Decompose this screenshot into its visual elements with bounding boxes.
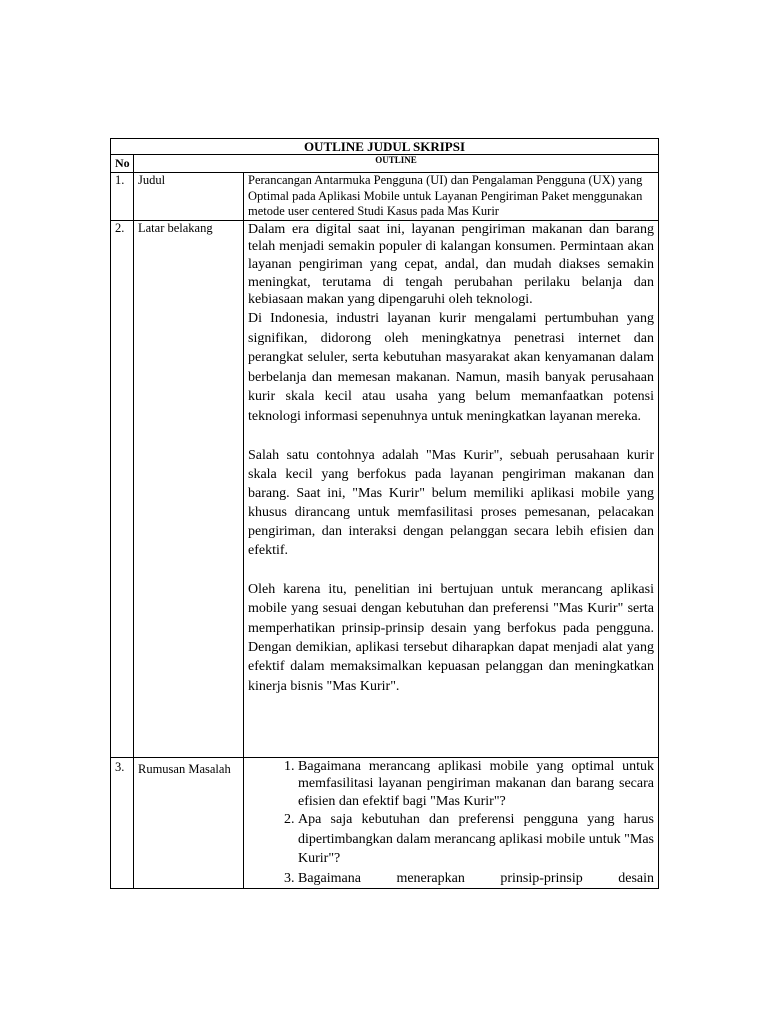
table-title: OUTLINE JUDUL SKRIPSI bbox=[111, 139, 659, 155]
paragraph: Dalam era digital saat ini, layanan pengiriman makanan dan barang telah menjadi semakin populer di kalangan konsumen. Permintaan akan layanan pengiriman yang cepat, andal, dan mudah diakses semakin meningkat, terutama di tengah perubahan perilaku belanja dan kebiasaan makan yang dipengaruhi oleh teknologi. bbox=[248, 221, 654, 308]
row-content bbox=[244, 757, 659, 888]
table-row-latar-belakang bbox=[111, 220, 659, 757]
paragraph: Salah satu contohnya adalah "Mas Kurir", sebuah perusahaan kurir skala kecil yang berfokus pada layanan pengiriman makanan dan barang. Saat ini, "Mas Kurir" belum memiliki aplikasi mobile yang khusus dirancang untuk memfasilitasi proses pemesanan, pelacakan pengiriman, dan interaksi dengan pelanggan secara lebih efisien dan efektif. bbox=[248, 448, 654, 559]
table-row-judul bbox=[111, 173, 659, 221]
header-row bbox=[111, 155, 659, 173]
header-outline: OUTLINE bbox=[134, 155, 659, 173]
list-item: 1. Bagaimana merancang aplikasi mobile yang optimal untuk memfasilitasi layanan pengiriman makanan dan barang secara efisien dan efektif bagi "Mas Kurir"? bbox=[298, 758, 654, 811]
row-label: Rumusan Masalah bbox=[134, 757, 244, 888]
paragraph-gap bbox=[248, 426, 654, 446]
row-content bbox=[244, 220, 659, 757]
list-item: 3. Bagaimana menerapkan prinsip-prinsip desain bbox=[298, 869, 654, 888]
list-item: 2. Apa saja kebutuhan dan preferensi pengguna yang harus dipertimbangkan dalam merancang aplikasi mobile untuk "Mas Kurir"? bbox=[298, 810, 654, 869]
title-row bbox=[111, 139, 659, 155]
paragraph-gap bbox=[248, 560, 654, 580]
row-label: Latar belakang bbox=[134, 220, 244, 757]
header-no: No bbox=[111, 155, 134, 173]
row-number: 1. bbox=[111, 173, 134, 221]
row-number: 2. bbox=[111, 220, 134, 757]
paragraph: Oleh karena itu, penelitian ini bertujuan untuk merancang aplikasi mobile yang sesuai dengan kebutuhan dan preferensi "Mas Kurir" serta memperhatikan prinsip-prinsip desain yang berfokus pada pengguna. Dengan demikian, aplikasi tersebut diharapkan dapat menjadi alat yang efektif dalam memaksimalkan kepuasan pelanggan dan meningkatkan kinerja bisnis "Mas Kurir". bbox=[248, 582, 654, 694]
problem-list bbox=[248, 758, 654, 888]
table-row-rumusan-masalah bbox=[111, 757, 659, 888]
outline-table bbox=[110, 138, 659, 889]
paragraph: Di Indonesia, industri layanan kurir mengalami pertumbuhan yang signifikan, didorong oleh meningkatnya penetrasi internet dan perangkat seluler, serta kebutuhan masyarakat akan kenyamanan dalam berbelanja dan memesan makanan. Namun, masih banyak perusahaan kurir skala kecil atau usaha yang belum memanfaatkan potensi teknologi informasi sepenuhnya untuk meningkatkan layanan mereka. bbox=[248, 311, 654, 424]
row-number: 3. bbox=[111, 757, 134, 888]
row-label: Judul bbox=[134, 173, 244, 221]
row-content: Perancangan Antarmuka Pengguna (UI) dan Pengalaman Pengguna (UX) yang Optimal pada Aplikasi Mobile untuk Layanan Pengiriman Paket menggunakan metode user centered Studi Kasus pada Mas Kurir bbox=[244, 173, 659, 221]
